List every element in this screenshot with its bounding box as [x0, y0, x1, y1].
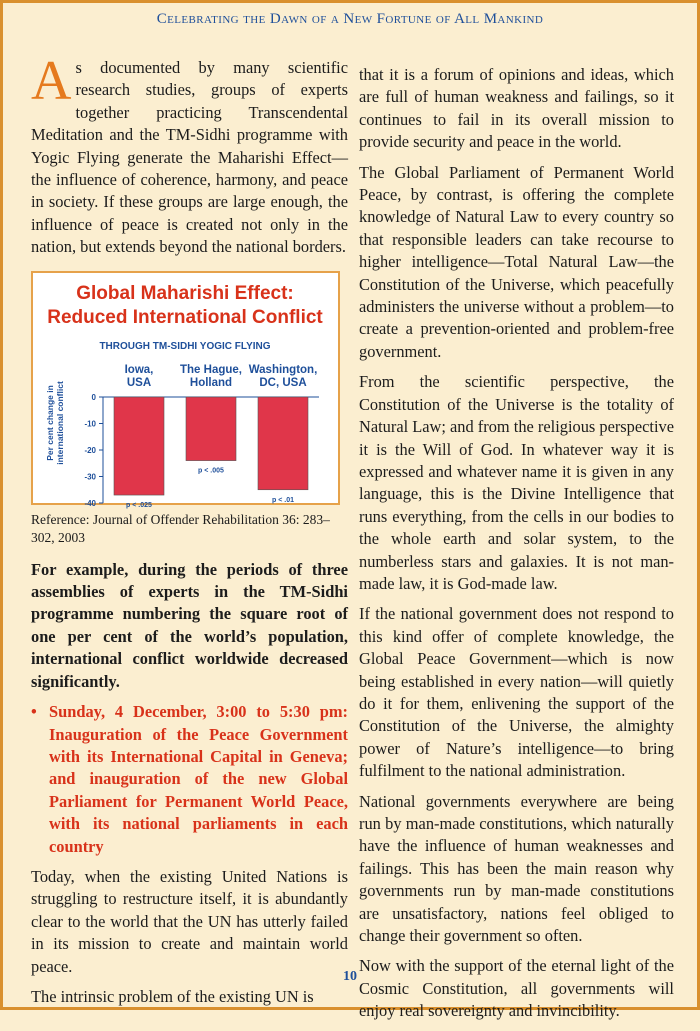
- chart-figure: [31, 271, 340, 509]
- right-paragraph-6: Now with the support of the eternal light of the Cosmic Constitution, all governments will enjoy real sovereignty and invincibility.: [359, 956, 674, 1021]
- event-bullet: [31, 701, 348, 858]
- y-tick-label: -10: [84, 419, 96, 429]
- drop-cap: A: [31, 50, 72, 112]
- event-text: Sunday, 4 December, 3:00 to 5:30 pm: Inauguration of the Peace Government with its International Capital in Geneva; and inauguration of the new Global Parliament for Permanent World Peace, with its national parliaments in each country: [49, 702, 348, 856]
- chart-title-line2: Reduced International Conflict: [47, 306, 323, 328]
- category-label-line1: The Hague,: [180, 363, 242, 376]
- bar: [186, 397, 236, 461]
- chart-subtitle: THROUGH TM-SIDHI YOGIC FLYING: [99, 340, 271, 352]
- left-column: [31, 50, 348, 1016]
- bar: [114, 397, 164, 495]
- y-tick-label: -40: [84, 498, 96, 508]
- right-column: [359, 64, 674, 1031]
- intro-paragraph: [31, 50, 348, 259]
- conflict-bar-chart: [33, 273, 338, 509]
- right-paragraph-1: that it is a forum of opinions and ideas, which are full of human weakness and failings, so it continues to fail in its overall mission to provide security and peace in the world.: [359, 65, 674, 152]
- bold-paragraph: For example, during the periods of three assemblies of experts in the TM-Sidhi programme numbering the square root of one per cent of the world’s population, international conflict worldwide decreased significantly.: [31, 559, 348, 691]
- un-problem-paragraph: The intrinsic problem of the existing UN is: [31, 986, 314, 1006]
- y-tick-label: -30: [84, 472, 96, 482]
- right-paragraph-2: The Global Parliament of Permanent World Peace, by contrast, is offering the complete knowledge of Natural Law to every country so that responsible leaders can take recourse to higher intelligence—Total Natural Law—the Constitution of the Universe, which peacefully administers the universe without a problem—to create a prevention-oriented and problem-free government.: [359, 162, 674, 361]
- y-tick-label: 0: [91, 392, 96, 402]
- intro-text: s documented by many scientific research studies, groups of experts together practicing Transcendental Meditation and the TM-Sidhi programme with Yogic Flying generate the Maharishi Effect—the influence of coherence, harmony, and peace in society. If these groups are large enough, the influence of peace is created not only in the nation, but extends beyond the national borders.: [31, 58, 348, 257]
- p-value-label: p < .01: [272, 496, 294, 504]
- right-paragraph-5: National governments everywhere are being run by man-made constitutions, which naturally have the influence of human weaknesses and failings. This has been the main reason why governments run by man-made constitutions are unsatisfactory, nations feel obliged to change their government so often.: [359, 791, 674, 946]
- un-paragraph: Today, when the existing United Nations is struggling to restructure itself, it is abundantly clear to the world that the UN has utterly failed in its mission to create and maintain world peace.: [31, 866, 348, 976]
- category-label-line1: Washington,: [248, 363, 318, 376]
- bullet-mark: •: [31, 702, 37, 722]
- category-label-line1: Iowa,: [124, 363, 154, 376]
- bar: [258, 397, 308, 490]
- category-label-line2: DC, USA: [259, 376, 307, 389]
- category-label-line2: USA: [126, 376, 152, 389]
- right-paragraph-4: If the national government does not respond to this kind offer of complete knowledge, the Global Peace Government—which is now being established in every nation—will quietly do it for them, enlivening the support of the Constitution of the Universe, the almighty power of Nature’s intelligence—to bring fulfilment to the national administration.: [359, 604, 674, 781]
- chart-title-line1: Global Maharishi Effect:: [76, 282, 294, 304]
- p-value-label: p < .025: [126, 501, 152, 509]
- p-value-label: p < .005: [198, 467, 224, 475]
- y-axis-label-line1: Per cent change in: [45, 384, 55, 461]
- page-header: Celebrating the Dawn of a New Fortune of All Mankind: [156, 11, 544, 27]
- right-paragraph-3: From the scientific perspective, the Constitution of the Universe is the totality of Natural Law; and from the religious perspective it is the Will of God. In whatever way it is expressed and whatever name it is given in any language, this is the Divine Intelligence that runs everything, from the cells in our bodies to the whole earth and solar system, to the numberless stars and galaxies. It is not man-made law, it is God-made law.: [359, 372, 674, 593]
- y-tick-label: -20: [84, 445, 96, 455]
- category-label-line2: Holland: [189, 376, 233, 389]
- y-axis-label-line2: international conflict: [55, 380, 65, 465]
- chart-reference: Reference: Journal of Offender Rehabilitation 36: 283–302, 2003: [31, 511, 330, 545]
- page-number: 10: [343, 969, 357, 984]
